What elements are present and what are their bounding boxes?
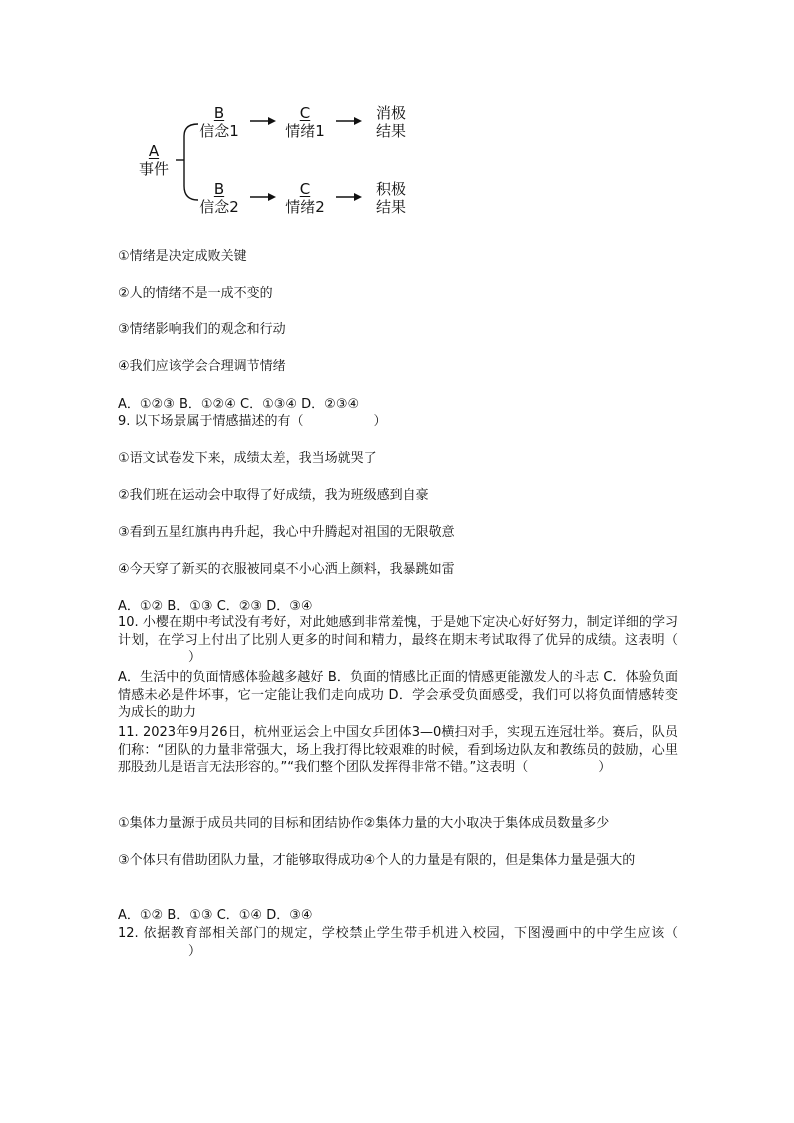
- q8-option-2: ②人的情绪不是一成不变的: [118, 286, 273, 301]
- result-negative-line2: 结果: [375, 122, 406, 140]
- belief-2-node: [194, 180, 244, 216]
- q9-option-3: ③看到五星红旗冉冉升起，我心中升腾起对祖国的无限敬意: [118, 525, 455, 540]
- q10-answer-choices: A．生活中的负面情感体验越多越好 B．负面的情感比正面的情感更能激发人的斗志 C．体验负面情感未必是件坏事，它一定能让我们走向成功 D．学会承受负面感受，我们可以将负面情感转变为成长的助力: [118, 670, 678, 720]
- belief-2-label: 信念2: [199, 198, 239, 216]
- q9-option-2: ②我们班在运动会中取得了好成绩，我为班级感到自豪: [118, 488, 429, 503]
- q8-answer-choices: A．①②③ B．①②④ C．①③④ D．②③④: [118, 397, 360, 412]
- emotion-2-label: 情绪2: [285, 198, 325, 216]
- emotion-2-node: [280, 180, 330, 216]
- q10-stem-end: ）: [188, 650, 202, 665]
- q11-options-3-4: ③个体只有借助团队力量，才能够取得成功④个人的力量是有限的，但是集体力量是强大的: [118, 853, 636, 868]
- q11-stem-end: ）: [598, 760, 612, 775]
- q10-stem: [118, 614, 678, 667]
- event-label: 事件: [138, 160, 169, 178]
- emotion-1-letter: C: [299, 104, 311, 122]
- q11-answer-choices: A．①② B．①③ C．①④ D．③④: [118, 908, 313, 923]
- q9-option-4: ④今天穿了新买的衣服被同桌不小心洒上颜料，我暴跳如雷: [118, 562, 455, 577]
- emotion-1-label: 情绪1: [285, 122, 325, 140]
- q8-option-4: ④我们应该学会合理调节情绪: [118, 359, 286, 374]
- event-letter: A: [148, 142, 160, 160]
- belief-1-node: [194, 104, 244, 140]
- q9-stem-end: ）: [373, 414, 387, 429]
- q11-stem: [118, 724, 678, 777]
- emotion-2-letter: C: [299, 180, 311, 198]
- q9-option-1: ①语文试卷发下来，成绩太差，我当场就哭了: [118, 451, 377, 466]
- q12-stem-text: 12. 依据教育部相关部门的规定，学校禁止学生带手机进入校园，下图漫画中的中学生应该（: [118, 926, 678, 941]
- q12-stem-end: ）: [188, 943, 202, 959]
- result-positive-line2: 结果: [375, 198, 406, 216]
- q8-option-3: ③情绪影响我们的观念和行动: [118, 322, 286, 337]
- abc-emotion-diagram: [118, 96, 438, 226]
- result-negative-node: [368, 104, 414, 140]
- q11-options-1-2: ①集体力量源于成员共同的目标和团结协作②集体力量的大小取决于集体成员数量多少: [118, 816, 610, 831]
- result-negative-line1: 消极: [375, 104, 406, 122]
- belief-2-letter: B: [213, 180, 225, 198]
- belief-1-letter: B: [213, 104, 225, 122]
- q8-option-1: ①情绪是决定成败关键: [118, 249, 247, 264]
- q9-answer-choices: A．①② B．①③ C．②③ D．③④: [118, 599, 313, 614]
- event-node: [134, 142, 174, 178]
- result-positive-node: [368, 180, 414, 216]
- q10-stem-text: 10. 小樱在期中考试没有考好，对此她感到非常羞愧，于是她下定决心好好努力，制定详细的学习计划，在学习上付出了比别人更多的时间和精力，最终在期末考试取得了优异的成绩。这表明（: [118, 615, 678, 648]
- q11-stem-text: 11. 2023年9月26日，杭州亚运会上中国女乒团体3—0横扫对手，实现五连冠壮举。赛后，队员们称：“团队的力量非常强大，场上我打得比较艰难的时候，看到场边队友和教练员的鼓励，心里那股劲儿是语言无法形容的。”“我们整个团队发挥得非常不错。”这表明（: [118, 725, 678, 775]
- q12-stem: [118, 925, 678, 960]
- result-positive-line1: 积极: [375, 180, 406, 198]
- q9-stem: [118, 413, 387, 430]
- emotion-1-node: [280, 104, 330, 140]
- belief-1-label: 信念1: [199, 122, 239, 140]
- q9-stem-text: 9. 以下场景属于情感描述的有（: [118, 414, 304, 429]
